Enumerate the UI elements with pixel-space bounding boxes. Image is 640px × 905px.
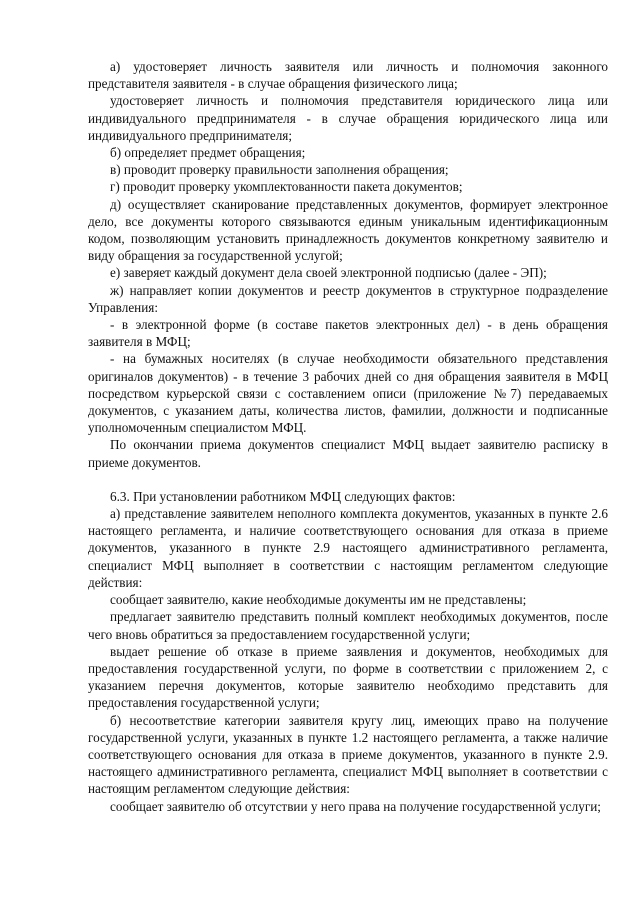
paragraph-receipt: По окончании приема документов специалист МФЦ выдает заявителю расписку в приеме документов. (88, 437, 608, 470)
paragraph-a-incomplete-set: а) представление заявителем неполного комплекта документов, указанных в пункте 2.6 настоящего регламента, и наличие соответствующего основания для отказа в приеме документов, указанного в пункте 2.9 настоящего административного регламента, специалист МФЦ выполняет в соответствии с настоящим регламентом следующие действия: (88, 506, 608, 590)
paragraph-d-scanning: д) осуществляет сканирование представленных документов, формирует электронное дело, все документы которого связываются единым уникальным идентификационным кодом, позволяющим установить принадлежность документов конкретному заявителю и виду обращения за государственной услугой; (88, 196, 608, 264)
paragraph-inform-missing-docs: сообщает заявителю, какие необходимые документы им не представлены; (110, 592, 527, 608)
document-page (88, 58, 608, 815)
paragraph-e-signature: е) заверяет каждый документ дела своей электронной подписью (далее - ЭП); (110, 265, 547, 281)
paragraph-paper-form: - на бумажных носителях (в случае необходимости обязательного представления оригиналов документов) - в течение 3 рабочих дней со дня обращения заявителя в МФЦ посредством курьерской связи с составлением описи (приложение №7) передаваемых документов, с указанием даты, количества листов, фамилии, должности и подписанные уполномоченным специалистом МФЦ. (88, 351, 608, 436)
section-6-3-heading: 6.3. При установлении работником МФЦ следующих фактов: (110, 488, 456, 504)
paragraph-issue-refusal: выдает решение об отказе в приеме заявления и документов, необходимых для предоставления государственной услуги, по форме в соответствии с приложением 2, с указанием перечня документов, которые заявителю необходимо представить для предоставления государственной услуги; (88, 643, 608, 711)
paragraph-v-check-filling: в) проводит проверку правильности заполнения обращения; (110, 162, 449, 178)
paragraph-b-category-mismatch: б) несоответствие категории заявителя кругу лиц, имеющих право на получение государственной услуги, указанных в пункте 1.2 настоящего регламента, а также наличие соответствующего основания для отказа в приеме документов, указанного в пункте 2.9. настоящего административного регламента, специалист МФЦ выполняет в соответствии с настоящим регламентом следующие действия: (88, 712, 608, 797)
paragraph-g-check-package: г) проводит проверку укомплектованности пакета документов; (110, 179, 463, 195)
paragraph-a-identity: а) удостоверяет личность заявителя или личность и полномочия законного представителя заявителя - в случае обращения физического лица; (88, 59, 608, 92)
paragraph-legal-entity-identity: удостоверяет личность и полномочия представителя юридического лица или индивидуального предпринимателя - в случае обращения юридического лица или индивидуального предпринимателя; (88, 93, 608, 143)
paragraph-zh-send-copies: ж) направляет копии документов и реестр документов в структурное подразделение Управления: (88, 282, 608, 315)
paragraph-inform-no-right: сообщает заявителю об отсутствии у него права на получение государственной услуги; (110, 798, 601, 814)
paragraph-offer-full-set: предлагает заявителю представить полный комплект необходимых документов, после чего вновь обратиться за предоставлением государственной услуги; (88, 609, 608, 642)
paragraph-b-subject: б) определяет предмет обращения; (110, 145, 306, 161)
paragraph-gap (88, 471, 608, 488)
paragraph-electronic-form: - в электронной форме (в составе пакетов электронных дел) - в день обращения заявителя в МФЦ; (88, 317, 608, 350)
